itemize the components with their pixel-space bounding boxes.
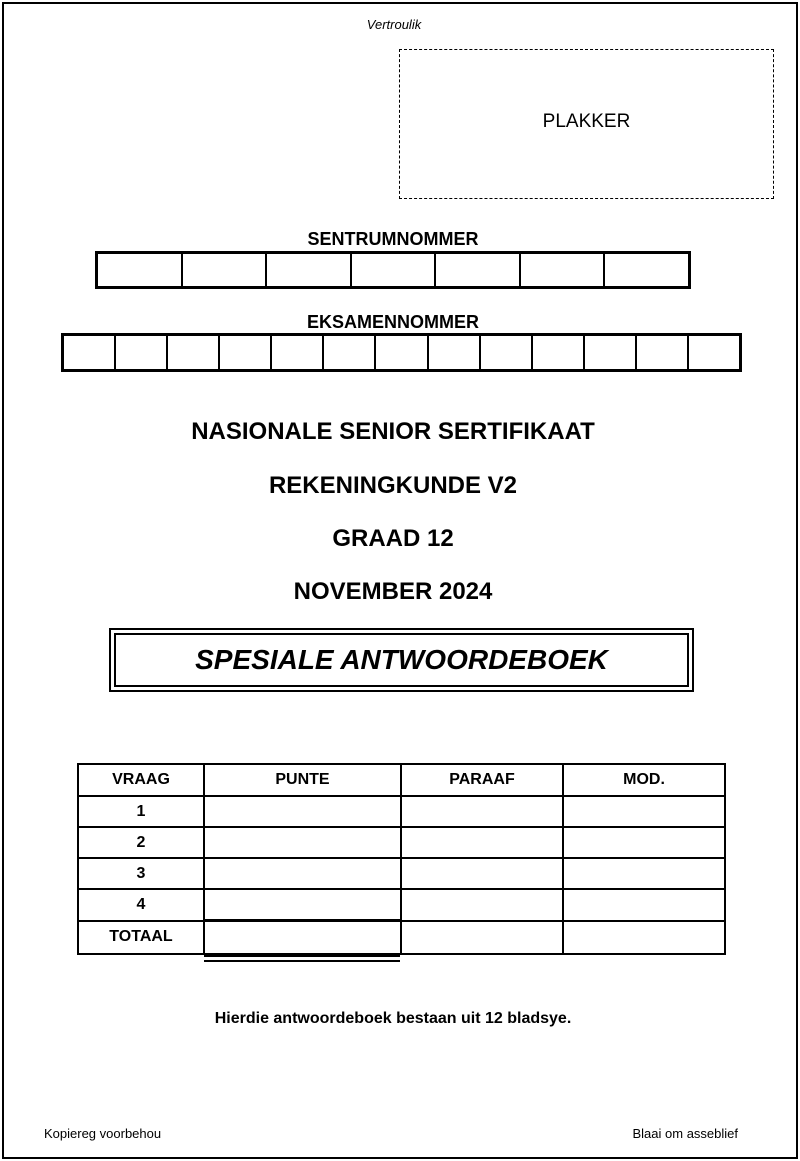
paraaf-cell[interactable] xyxy=(401,796,563,827)
header-punte: PUNTE xyxy=(204,764,401,796)
exam-number-digit-box[interactable] xyxy=(637,336,689,369)
total-row xyxy=(78,921,725,955)
exam-number-label: EKSAMENNOMMER xyxy=(306,312,479,332)
exam-number-digit-box[interactable] xyxy=(324,336,376,369)
turn-over-footer: Blaai om asseblief xyxy=(632,1126,738,1141)
sticker-label: PLAKKER xyxy=(542,111,631,132)
table-row xyxy=(78,858,725,889)
mod-cell[interactable] xyxy=(563,796,725,827)
centre-number-digit-box[interactable] xyxy=(352,254,437,286)
exam-number-digit-box[interactable] xyxy=(376,336,428,369)
question-number: 1 xyxy=(78,796,204,827)
subject-title: REKENINGKUNDE V2 xyxy=(268,472,518,499)
total-punte-cell[interactable] xyxy=(204,921,401,955)
exam-number-digit-box[interactable] xyxy=(64,336,116,369)
exam-date-title: NOVEMBER 2024 xyxy=(293,578,493,605)
total-double-underline xyxy=(204,955,400,962)
total-label: TOTAAL xyxy=(78,921,204,955)
centre-number-boxes[interactable] xyxy=(95,251,691,289)
total-mod-cell[interactable] xyxy=(563,921,725,955)
grade-title: GRAAD 12 xyxy=(332,525,454,552)
centre-number-digit-box[interactable] xyxy=(521,254,606,286)
header-mod: MOD. xyxy=(563,764,725,796)
exam-number-digit-box[interactable] xyxy=(116,336,168,369)
exam-number-digit-box[interactable] xyxy=(272,336,324,369)
confidential-label: Vertroulik xyxy=(366,17,422,32)
centre-number-digit-box[interactable] xyxy=(183,254,268,286)
paraaf-cell[interactable] xyxy=(401,827,563,858)
total-paraaf-cell[interactable] xyxy=(401,921,563,955)
certificate-title: NASIONALE SENIOR SERTIFIKAAT xyxy=(191,418,595,445)
punte-cell[interactable] xyxy=(204,827,401,858)
exam-number-digit-box[interactable] xyxy=(533,336,585,369)
header-vraag: VRAAG xyxy=(78,764,204,796)
punte-cell[interactable] xyxy=(204,796,401,827)
mod-cell[interactable] xyxy=(563,827,725,858)
exam-number-digit-box[interactable] xyxy=(585,336,637,369)
page-count-note: Hierdie antwoordeboek bestaan uit 12 bladsye. xyxy=(214,1010,572,1027)
copyright-footer: Kopiereg voorbehou xyxy=(44,1126,162,1141)
banner-text: SPESIALE ANTWOORDEBOEK xyxy=(114,633,689,687)
exam-number-boxes[interactable] xyxy=(61,333,742,372)
table-row xyxy=(78,796,725,827)
exam-number-digit-box[interactable] xyxy=(481,336,533,369)
centre-number-digit-box[interactable] xyxy=(98,254,183,286)
mod-cell[interactable] xyxy=(563,889,725,921)
exam-number-digit-box[interactable] xyxy=(429,336,481,369)
exam-number-digit-box[interactable] xyxy=(220,336,272,369)
punte-cell[interactable] xyxy=(204,889,401,921)
centre-number-digit-box[interactable] xyxy=(605,254,688,286)
exam-number-digit-box[interactable] xyxy=(689,336,739,369)
punte-cell[interactable] xyxy=(204,858,401,889)
table-row xyxy=(78,889,725,921)
table-row xyxy=(78,827,725,858)
centre-number-digit-box[interactable] xyxy=(436,254,521,286)
answer-book-banner xyxy=(109,628,694,692)
question-number: 4 xyxy=(78,889,204,921)
marks-table-header xyxy=(78,764,725,796)
question-number: 3 xyxy=(78,858,204,889)
centre-number-label: SENTRUMNOMMER xyxy=(307,229,479,249)
sticker-area xyxy=(399,49,774,199)
marks-table xyxy=(77,763,726,955)
mod-cell[interactable] xyxy=(563,858,725,889)
question-number: 2 xyxy=(78,827,204,858)
paraaf-cell[interactable] xyxy=(401,889,563,921)
paraaf-cell[interactable] xyxy=(401,858,563,889)
header-paraaf: PARAAF xyxy=(401,764,563,796)
centre-number-digit-box[interactable] xyxy=(267,254,352,286)
exam-number-digit-box[interactable] xyxy=(168,336,220,369)
